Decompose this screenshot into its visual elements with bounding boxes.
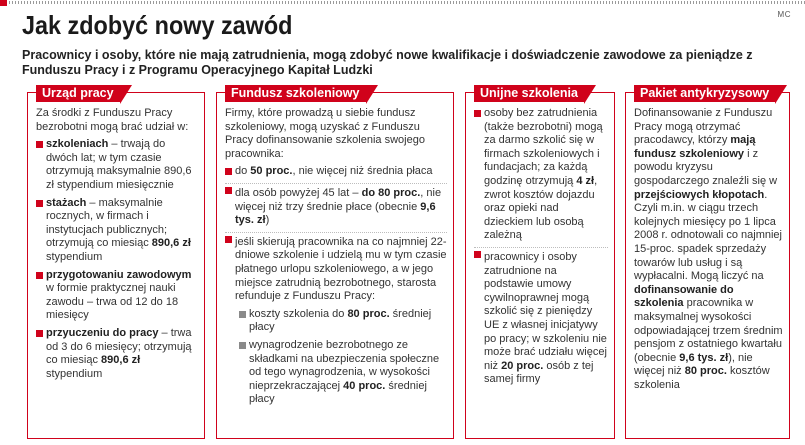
bullet-square-icon <box>36 330 43 337</box>
author-credit: MC <box>777 10 791 19</box>
paragraph: Czyli m.in. w ciągu trzech kolejnych miesięcy po 1 lipca 2008 r. odnotowali co najmniej 15-proc. spadek sprzedaży towarów lub usług i są wypłacalni. Mogą liczyć na dofinansowanie do szkolenia pracownika w maksymalnej wysokości odpowiadającej trzem średnim pensjom z ostatniego kwartału (obecnie 9,6 tys. zł), nie więcej niż 80 proc. kosztów szkolenia <box>634 202 783 391</box>
list-item: do 50 proc., nie więcej niż średnia płaca <box>225 165 447 179</box>
column-urzad-pracy <box>27 86 205 439</box>
bullet-square-icon <box>474 110 481 117</box>
bullet-square-icon <box>225 236 232 243</box>
column-body <box>474 107 608 387</box>
list-item: stażach – maksymalnie rocznych, w firmach i instytucjach publicznych; otrzymują co miesiąc 890,6 zł stypendium <box>36 197 198 265</box>
bullet-square-icon <box>36 141 43 148</box>
column-tag: Urząd pracy <box>36 85 120 102</box>
bullet-square-icon <box>239 342 246 349</box>
bullet-square-icon <box>225 187 232 194</box>
bullet-square-icon <box>36 272 43 279</box>
column-fundusz-szkoleniowy <box>216 86 454 439</box>
page-title: Jak zdobyć nowy zawód <box>22 10 293 40</box>
column-body <box>225 107 447 407</box>
column-tag: Pakiet antykryzysowy <box>634 85 775 102</box>
bullet-square-icon <box>239 311 246 318</box>
list-item: jeśli skierują pracownika na co najmniej 22-dniowe szkolenie i udzielą mu w tym czasie płatnego urlopu szkoleniowego, a w jego miejsce zatrudnią bezrobotnego, starosta refunduje z Funduszu Pracy: <box>225 232 447 304</box>
sub-list-item: koszty szkolenia do 80 proc. średniej płacy <box>239 308 447 335</box>
dotted-rule <box>0 1 805 4</box>
column-tag: Fundusz szkoleniowy <box>225 85 366 102</box>
list-item: przygotowaniu zawodowym w formie praktycznej nauki zawodu – trwa od 12 do 18 miesięcy <box>36 269 198 323</box>
list-item: dla osób powyżej 45 lat – do 80 proc., nie więcej niż trzy średnie płace (obecnie 9,6 tys. zł) <box>225 183 447 228</box>
bullet-square-icon <box>225 168 232 175</box>
column-tag: Unijne szkolenia <box>474 85 584 102</box>
column-intro: Za środki z Funduszu Pracy bezrobotni mogą brać udział w: <box>36 107 189 133</box>
list-item: szkoleniach – trwają do dwóch lat; w tym czasie otrzymują maksymalnie 890,6 zł stypendium miesięcznie <box>36 138 198 192</box>
page-subtitle: Pracownicy i osoby, które nie mają zatrudnienia, mogą zdobyć nowe kwalifikacje i doświadczenie zawodowe za pieniądze z Funduszu Pracy i z Programu Operacyjnego Kapitał Ludzki <box>22 48 753 77</box>
list-item: przyuczeniu do pracy – trwa od 3 do 6 miesięcy; otrzymują co miesiąc 890,6 zł stypendium <box>36 327 198 381</box>
column-pakiet-antykryzysowy <box>625 86 790 439</box>
red-marker <box>0 0 7 6</box>
bullet-square-icon <box>36 200 43 207</box>
column-intro: Firmy, które prowadzą u siebie fundusz szkoleniowy, mogą uzyskać z Funduszu Pracy dofinansowanie szkolenia swojego pracownika: <box>225 107 425 160</box>
top-rule <box>0 0 805 6</box>
sub-list-item: wynagrodzenie bezrobotnego ze składkami na ubezpieczenia społeczne od tego wynagrodzenia, w wysokości nieprzekraczającej 40 proc. średniej płacy <box>239 339 447 407</box>
paragraph: Dofinansowanie z Funduszu Pracy mogą otrzymać pracodawcy, którzy mają fundusz szkoleniowy i z powodu kryzysu gospodarczego znaleźli się w przejściowych kłopotach. <box>634 107 778 201</box>
list-item: osoby bez zatrudnienia (także bezrobotni) mogą za darmo szkolić się w firmach szkoleniowych i fundacjach; za każdą godzinę otrzymują 4 zł, zwrot kosztów dojazdu oraz opieki nad dzieckiem lub osobą zależną <box>474 107 608 243</box>
list-item: pracownicy i osoby zatrudnione na podstawie umowy cywilnoprawnej mogą szkolić się z pieniędzy UE z własnej inicjatywy po pracy; w szkoleniu nie może brać udziału więcej niż 20 proc. osób z tej samej firmy <box>474 247 608 387</box>
column-body <box>634 107 783 392</box>
bullet-square-icon <box>474 251 481 258</box>
column-unijne-szkolenia <box>465 86 615 439</box>
column-body <box>36 107 198 381</box>
